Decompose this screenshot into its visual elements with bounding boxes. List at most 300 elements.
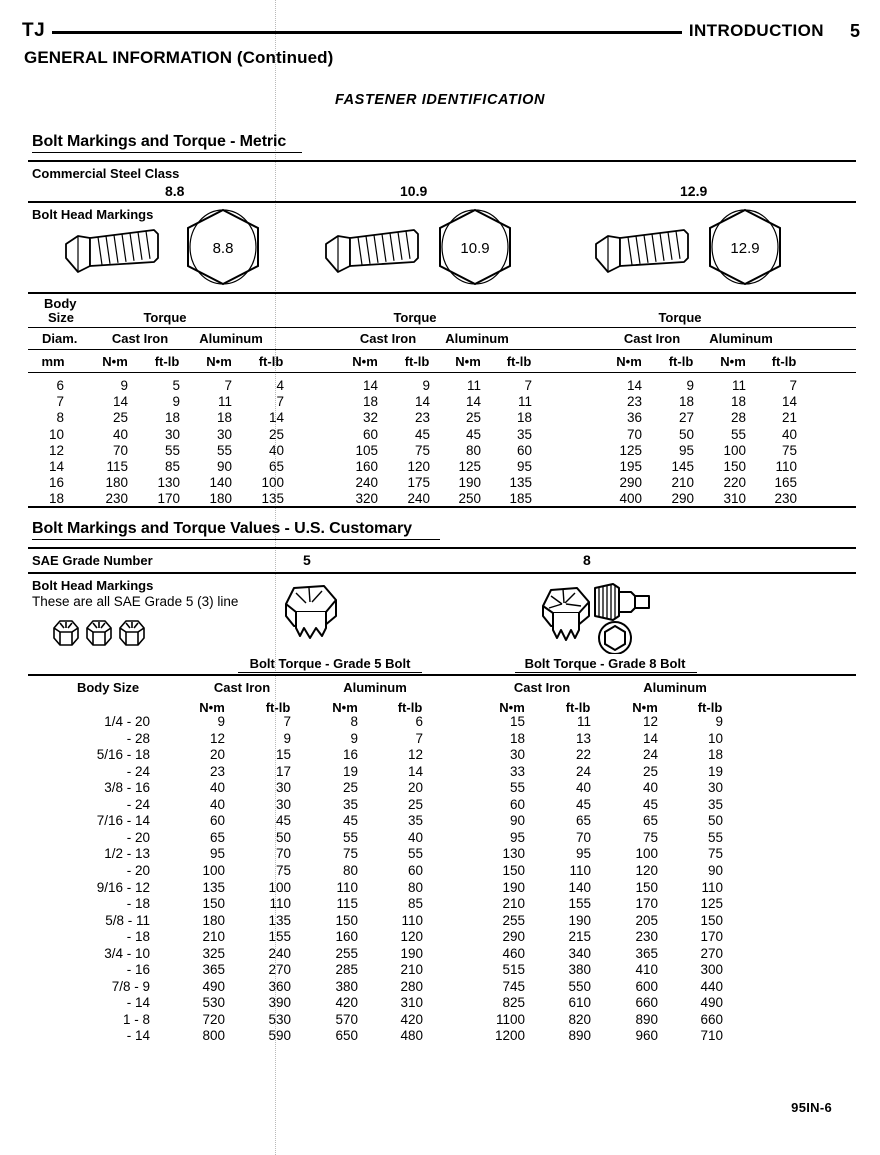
table-cell: 45 — [642, 796, 658, 812]
svg-text:12.9: 12.9 — [730, 240, 760, 257]
table-row — [0, 863, 880, 880]
table-cell: 745 — [502, 978, 525, 994]
table-cell: 110 — [569, 862, 591, 878]
table-cell: 14 — [48, 459, 64, 474]
g5-ci-unit-ftlb: ft-lb — [265, 700, 291, 715]
table-row — [0, 896, 880, 913]
table-cell: 230 — [635, 929, 658, 945]
table-cell: 60 — [516, 442, 532, 458]
table-cell: 60 — [362, 426, 378, 442]
table-cell: 135 — [202, 879, 225, 895]
table-cell: 80 — [465, 442, 481, 458]
grade8-torque-title: Bolt Torque - Grade 8 Bolt — [524, 656, 686, 671]
table-cell: 75 — [414, 442, 430, 458]
table-cell: 1100 — [495, 1011, 525, 1027]
table-cell: 140 — [209, 475, 232, 491]
table-cell: 890 — [568, 1028, 591, 1044]
table-cell: 16 — [48, 475, 64, 491]
body-size-cell: - 28 — [126, 730, 150, 746]
table-cell: 11 — [731, 378, 746, 393]
table-cell: 75 — [642, 829, 658, 845]
body-size-cell: - 20 — [126, 829, 150, 845]
table-cell: 190 — [458, 475, 481, 491]
table-cell: 210 — [502, 896, 525, 912]
table-cell: 490 — [700, 995, 723, 1011]
table-cell: 390 — [268, 995, 291, 1011]
sae-grade-number-label: SAE Grade Number — [32, 553, 153, 568]
table-cell: 480 — [400, 1028, 423, 1044]
table-cell: 8 — [350, 714, 358, 729]
figure-title: FASTENER IDENTIFICATION — [334, 92, 546, 108]
metric-section-heading: Bolt Markings and Torque - Metric — [32, 133, 287, 150]
metric-cast-iron-12-9: Cast Iron — [623, 331, 681, 346]
table-cell: 45 — [575, 796, 591, 812]
page-number: 5 — [849, 20, 860, 41]
metric-torque-label-12-9: Torque — [658, 310, 702, 325]
table-cell: 60 — [407, 862, 423, 878]
us-rule-top — [28, 547, 856, 549]
table-cell: 490 — [202, 978, 225, 994]
table-row — [0, 1028, 880, 1045]
table-cell: 530 — [268, 1011, 291, 1027]
table-cell: 825 — [502, 995, 525, 1011]
grade8-title-underline — [515, 672, 697, 673]
table-cell: 420 — [400, 1011, 423, 1027]
table-cell: 125 — [458, 459, 481, 474]
table-cell: 135 — [261, 491, 284, 507]
table-cell: 65 — [575, 813, 591, 829]
body-size-cell: - 18 — [126, 896, 150, 912]
table-cell: 270 — [700, 945, 723, 961]
table-cell: 55 — [164, 442, 180, 458]
table-cell: 13 — [575, 730, 591, 746]
table-cell: 35 — [407, 813, 423, 829]
table-cell: 150 — [635, 879, 658, 895]
body-size-cell: 5/16 - 18 — [96, 747, 150, 763]
body-size-cell: 3/4 - 10 — [104, 945, 150, 961]
table-cell: 290 — [671, 491, 694, 507]
grade5-torque-title: Bolt Torque - Grade 5 Bolt — [249, 656, 411, 671]
table-cell: 130 — [157, 475, 180, 491]
table-row — [0, 747, 880, 764]
table-cell: 18 — [216, 410, 232, 426]
table-row — [0, 475, 880, 491]
table-cell: 10 — [48, 426, 64, 442]
table-cell: 35 — [342, 796, 358, 812]
metric-unit-ftlb-8-8-al: ft-lb — [258, 354, 284, 369]
table-cell: 290 — [502, 929, 525, 945]
steel-class-10-9: 10.9 — [400, 183, 428, 199]
group-title: GENERAL INFORMATION (Continued) — [24, 48, 334, 67]
table-cell: 8 — [56, 410, 64, 426]
table-cell: 11 — [517, 394, 532, 410]
table-cell: 14 — [414, 394, 430, 410]
table-cell: 11 — [466, 378, 481, 393]
g8-ci-unit-nm: N•m — [499, 700, 525, 715]
metric-unit-mm: mm — [41, 354, 65, 369]
table-cell: 9 — [172, 394, 180, 410]
table-cell: 600 — [635, 978, 658, 994]
table-cell: 100 — [202, 862, 225, 878]
grade5-bolt-head-trio — [50, 616, 146, 650]
g8-al-unit-ftlb: ft-lb — [697, 700, 723, 715]
body-size-cell: - 20 — [126, 862, 150, 878]
table-cell: 40 — [642, 780, 658, 796]
table-cell: 285 — [335, 962, 358, 978]
metric-table-rule-units — [28, 349, 856, 350]
table-cell: 55 — [730, 426, 746, 442]
metric-unit-ftlb-10-9-al: ft-lb — [506, 354, 532, 369]
table-cell: 240 — [268, 945, 291, 961]
table-cell: 130 — [502, 846, 525, 862]
table-cell: 175 — [407, 475, 430, 491]
steel-class-12-9: 12.9 — [680, 183, 708, 199]
table-cell: 530 — [202, 995, 225, 1011]
metric-rule-top — [28, 160, 856, 162]
table-cell: 100 — [261, 475, 284, 491]
table-cell: 185 — [509, 491, 532, 507]
table-cell: 18 — [678, 394, 694, 410]
table-cell: 55 — [407, 846, 423, 862]
table-cell: 340 — [568, 945, 591, 961]
table-cell: 215 — [568, 929, 591, 945]
svg-text:10.9: 10.9 — [460, 240, 490, 257]
table-cell: 65 — [268, 459, 284, 474]
table-cell: 710 — [700, 1028, 723, 1044]
table-cell: 365 — [635, 945, 658, 961]
table-cell: 100 — [635, 846, 658, 862]
table-cell: 35 — [707, 796, 723, 812]
table-cell: 220 — [723, 475, 746, 491]
table-cell: 7 — [224, 378, 232, 393]
table-cell: 18 — [48, 491, 64, 507]
table-cell: 95 — [575, 846, 591, 862]
table-cell: 15 — [509, 714, 525, 729]
table-cell: 210 — [671, 475, 694, 491]
table-cell: 460 — [502, 945, 525, 961]
us-section-heading: Bolt Markings and Torque Values - U.S. Customary — [32, 520, 412, 537]
sae-grade-8: 8 — [583, 552, 591, 568]
table-cell: 30 — [509, 747, 525, 763]
metric-body-size-label-2: Size — [48, 310, 75, 325]
page-header — [22, 18, 860, 44]
table-cell: 360 — [268, 978, 291, 994]
table-cell: 30 — [275, 780, 291, 796]
table-row — [0, 714, 880, 731]
table-cell: 85 — [164, 459, 180, 474]
table-cell: 255 — [335, 945, 358, 961]
header-rule — [52, 31, 682, 34]
bolt-side-view-10-9 — [318, 222, 426, 284]
table-cell: 14 — [465, 394, 481, 410]
steel-class-8-8: 8.8 — [165, 183, 185, 199]
table-cell: 7 — [276, 394, 284, 410]
metric-unit-nm-12-9-ci: N•m — [616, 354, 642, 369]
table-cell: 50 — [678, 426, 694, 442]
table-cell: 35 — [516, 426, 532, 442]
table-cell: 19 — [342, 763, 358, 779]
table-cell: 155 — [568, 896, 591, 912]
metric-unit-ftlb-12-9-al: ft-lb — [771, 354, 797, 369]
table-cell: 420 — [335, 995, 358, 1011]
table-cell: 410 — [635, 962, 658, 978]
commercial-steel-class-label: Commercial Steel Class — [32, 166, 180, 181]
table-cell: 40 — [407, 829, 423, 845]
table-cell: 95 — [516, 459, 532, 474]
table-cell: 25 — [112, 410, 128, 426]
table-cell: 150 — [202, 896, 225, 912]
table-cell: 6 — [415, 714, 423, 729]
table-cell: 210 — [400, 962, 423, 978]
table-cell: 24 — [575, 763, 591, 779]
table-cell: 440 — [700, 978, 723, 994]
table-cell: 40 — [575, 780, 591, 796]
table-cell: 320 — [355, 491, 378, 507]
table-cell: 155 — [268, 929, 291, 945]
table-cell: 40 — [781, 426, 797, 442]
table-cell: 45 — [465, 426, 481, 442]
body-size-cell: - 24 — [126, 763, 150, 779]
table-cell: 14 — [407, 763, 423, 779]
table-cell: 70 — [275, 846, 291, 862]
table-cell: 24 — [642, 747, 658, 763]
table-cell: 300 — [700, 962, 723, 978]
grade8-aluminum: Aluminum — [643, 680, 707, 695]
table-cell: 25 — [465, 410, 481, 426]
table-cell: 70 — [626, 426, 642, 442]
table-row — [0, 913, 880, 930]
table-cell: 18 — [362, 394, 378, 410]
metric-body-size-label-1: Body — [44, 296, 77, 311]
body-size-cell: - 14 — [126, 995, 150, 1011]
table-cell: 550 — [568, 978, 591, 994]
table-cell: 45 — [275, 813, 291, 829]
table-cell: 140 — [568, 879, 591, 895]
us-head-markings-label: Bolt Head Markings — [32, 578, 154, 593]
table-cell: 65 — [642, 813, 658, 829]
table-cell: 12 — [642, 714, 658, 729]
table-row — [0, 459, 880, 475]
table-cell: 33 — [509, 763, 525, 779]
table-cell: 9 — [283, 730, 291, 746]
table-cell: 120 — [400, 929, 423, 945]
table-cell: 5 — [172, 378, 180, 393]
table-cell: 250 — [458, 491, 481, 507]
table-cell: 14 — [781, 394, 797, 410]
us-heading-underline — [32, 539, 440, 540]
table-cell: 23 — [626, 394, 642, 410]
table-cell: 12 — [407, 747, 423, 763]
table-cell: 17 — [275, 763, 291, 779]
table-row — [0, 979, 880, 996]
table-cell: 40 — [268, 442, 284, 458]
table-cell: 165 — [774, 475, 797, 491]
table-cell: 95 — [509, 829, 525, 845]
table-cell: 9 — [350, 730, 358, 746]
table-cell: 25 — [642, 763, 658, 779]
metric-aluminum-8-8: Aluminum — [199, 331, 263, 346]
table-cell: 30 — [216, 426, 232, 442]
table-cell: 18 — [509, 730, 525, 746]
grade5-aluminum: Aluminum — [343, 680, 407, 695]
table-cell: 90 — [707, 862, 723, 878]
metric-table-rule-body — [28, 372, 856, 373]
table-cell: 7 — [789, 378, 797, 393]
table-cell: 7 — [283, 714, 291, 729]
table-cell: 75 — [781, 442, 797, 458]
table-cell: 515 — [502, 962, 525, 978]
table-cell: 150 — [700, 912, 723, 928]
table-cell: 325 — [202, 945, 225, 961]
metric-unit-nm-12-9-al: N•m — [720, 354, 746, 369]
metric-unit-nm-8-8-al: N•m — [206, 354, 232, 369]
footer-code: 95IN-6 — [791, 1100, 832, 1115]
table-cell: 9 — [686, 378, 694, 393]
table-cell: 205 — [635, 912, 658, 928]
table-cell: 570 — [335, 1011, 358, 1027]
table-cell: 170 — [700, 929, 723, 945]
table-cell: 1200 — [494, 1028, 525, 1044]
table-cell: 20 — [209, 747, 225, 763]
body-size-cell: 3/8 - 16 — [104, 780, 150, 796]
us-head-markings-note: These are all SAE Grade 5 (3) line — [32, 594, 239, 609]
table-cell: 45 — [414, 426, 430, 442]
body-size-cell: 7/8 - 9 — [111, 978, 150, 994]
table-cell: 610 — [568, 995, 591, 1011]
table-cell: 110 — [775, 459, 797, 474]
g5-al-unit-ftlb: ft-lb — [397, 700, 423, 715]
g5-al-unit-nm: N•m — [332, 700, 358, 715]
table-cell: 14 — [268, 410, 284, 426]
table-cell: 36 — [626, 410, 642, 426]
table-cell: 230 — [774, 491, 797, 507]
metric-rule-classes — [28, 201, 856, 203]
table-cell: 660 — [635, 995, 658, 1011]
table-cell: 150 — [502, 862, 525, 878]
table-cell: 90 — [216, 459, 232, 474]
table-cell: 80 — [342, 862, 358, 878]
metric-unit-nm-8-8-ci: N•m — [102, 354, 128, 369]
us-rule-grades — [28, 572, 856, 574]
table-cell: 18 — [516, 410, 532, 426]
table-cell: 90 — [509, 813, 525, 829]
table-cell: 85 — [407, 896, 423, 912]
metric-aluminum-10-9: Aluminum — [445, 331, 509, 346]
table-cell: 110 — [336, 879, 358, 895]
table-cell: 145 — [671, 459, 694, 474]
table-row — [0, 443, 880, 459]
table-cell: 27 — [678, 410, 694, 426]
table-cell: 380 — [335, 978, 358, 994]
table-row — [0, 962, 880, 979]
table-cell: 125 — [619, 442, 642, 458]
table-cell: 55 — [707, 829, 723, 845]
table-cell: 10 — [707, 730, 723, 746]
table-cell: 180 — [202, 912, 225, 928]
metric-unit-ftlb-8-8-ci: ft-lb — [154, 354, 180, 369]
table-cell: 720 — [202, 1011, 225, 1027]
table-cell: 240 — [355, 475, 378, 491]
table-cell: 40 — [209, 780, 225, 796]
table-cell: 14 — [642, 730, 658, 746]
table-cell: 19 — [707, 763, 723, 779]
metric-table-rule-mid — [28, 327, 856, 328]
table-cell: 660 — [700, 1011, 723, 1027]
table-cell: 820 — [568, 1011, 591, 1027]
table-cell: 75 — [342, 846, 358, 862]
metric-cast-iron-8-8: Cast Iron — [111, 331, 169, 346]
table-cell: 40 — [112, 426, 128, 442]
table-cell: 70 — [575, 829, 591, 845]
table-cell: 230 — [105, 491, 128, 507]
table-cell: 270 — [268, 962, 291, 978]
table-cell: 28 — [730, 410, 746, 426]
table-cell: 9 — [715, 714, 723, 729]
table-cell: 12 — [209, 730, 225, 746]
table-cell: 95 — [678, 442, 694, 458]
table-cell: 9 — [422, 378, 430, 393]
table-cell: 400 — [619, 491, 642, 507]
table-cell: 20 — [407, 780, 423, 796]
table-cell: 310 — [723, 491, 746, 507]
table-cell: 310 — [400, 995, 423, 1011]
table-cell: 380 — [568, 962, 591, 978]
grade5-cast-iron: Cast Iron — [213, 680, 271, 695]
table-row — [0, 846, 880, 863]
table-row — [0, 780, 880, 797]
table-cell: 160 — [355, 459, 378, 474]
table-cell: 15 — [275, 747, 291, 763]
table-cell: 30 — [707, 780, 723, 796]
g8-al-unit-nm: N•m — [632, 700, 658, 715]
table-cell: 210 — [202, 929, 225, 945]
body-size-cell: 5/8 - 11 — [105, 912, 150, 928]
table-cell: 195 — [619, 459, 642, 474]
table-cell: 14 — [362, 378, 378, 393]
table-cell: 170 — [157, 491, 180, 507]
table-cell: 135 — [509, 475, 532, 491]
bolt-head-hex-12-9 — [700, 206, 790, 288]
g8-ci-unit-ftlb: ft-lb — [565, 700, 591, 715]
table-cell: 105 — [355, 442, 378, 458]
table-cell: 115 — [106, 459, 128, 474]
table-cell: 40 — [209, 796, 225, 812]
table-cell: 14 — [626, 378, 642, 393]
svg-text:8.8: 8.8 — [212, 240, 234, 257]
table-cell: 125 — [700, 896, 723, 912]
table-cell: 290 — [619, 475, 642, 491]
us-body-size-label: Body Size — [76, 680, 140, 695]
table-cell: 75 — [707, 846, 723, 862]
table-cell: 12 — [48, 442, 64, 458]
body-size-cell: - 14 — [126, 1028, 150, 1044]
metric-head-markings-label: Bolt Head Markings — [32, 207, 154, 222]
table-cell: 23 — [414, 410, 430, 426]
table-cell: 50 — [275, 829, 291, 845]
table-cell: 23 — [209, 763, 225, 779]
table-row — [0, 830, 880, 847]
table-row — [0, 813, 880, 830]
table-row — [0, 946, 880, 963]
table-cell: 650 — [335, 1028, 358, 1044]
section-name: INTRODUCTION — [688, 21, 824, 40]
table-cell: 7 — [524, 378, 532, 393]
table-cell: 7 — [56, 394, 64, 410]
table-cell: 180 — [105, 475, 128, 491]
table-cell: 9 — [217, 714, 225, 729]
table-row — [0, 410, 880, 426]
grade8-bolt-head-cluster — [535, 582, 655, 654]
